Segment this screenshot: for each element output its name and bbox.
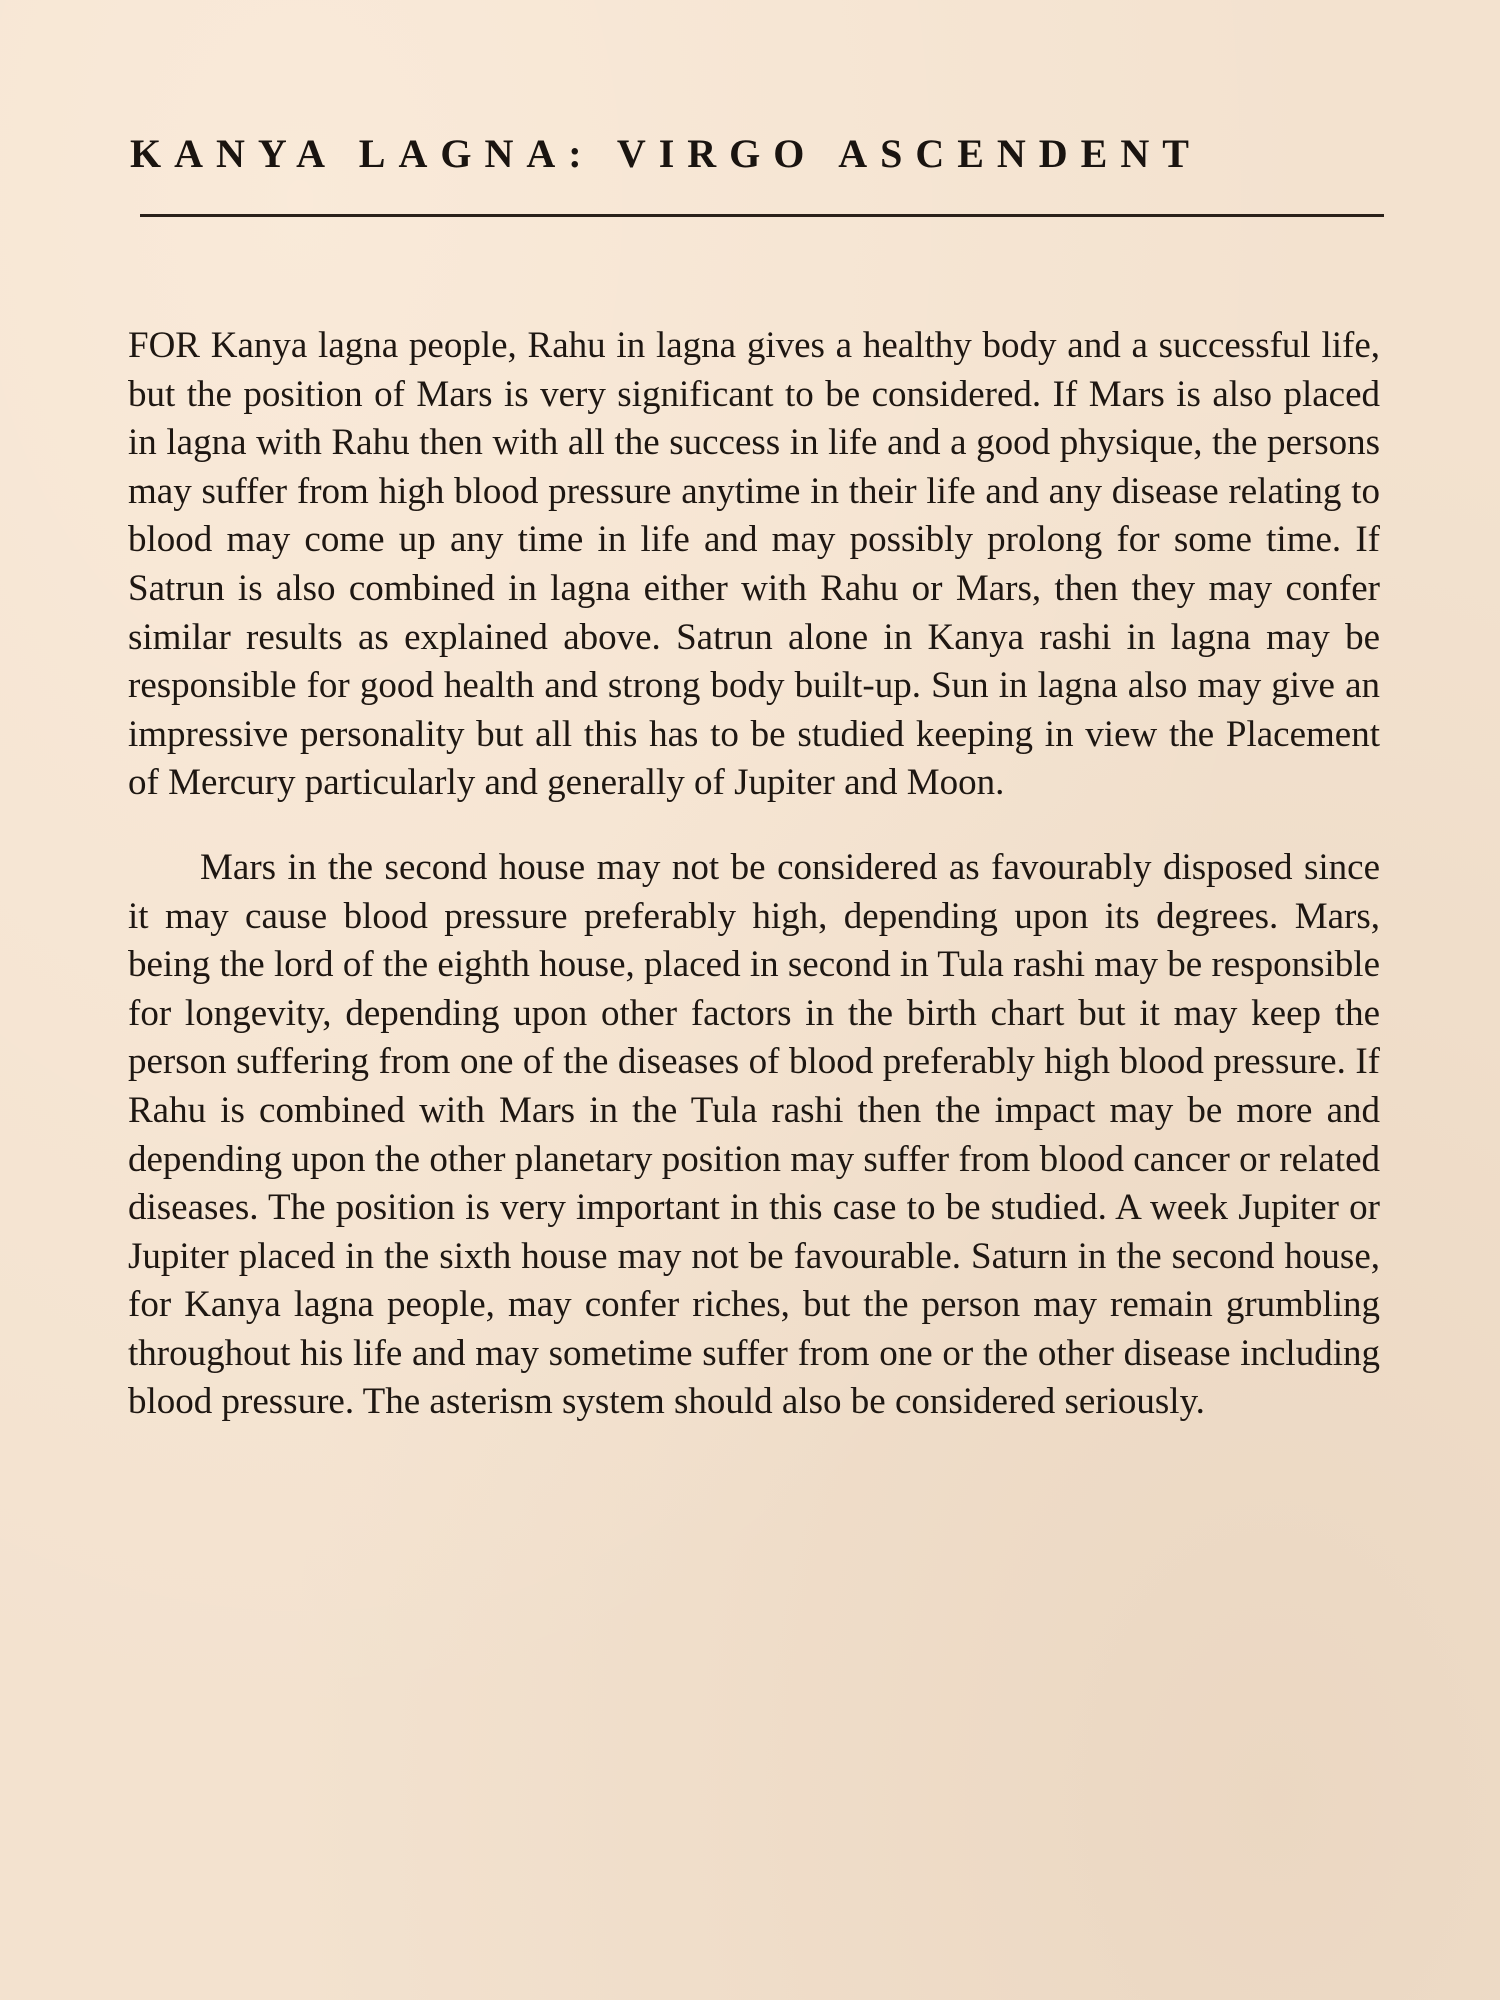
page-heading: KANYA LAGNA: VIRGO ASCENDENT [130, 131, 1202, 176]
paragraph-kanya-lagna: FOR Kanya lagna people, Rahu in lagna gives a healthy body and a successful life, but the position of Mars is very significant to be considered. If Mars is also placed in lagna with Rahu then with all the success in life and a good physique, the persons may suffer from high blood pressure anytime in their life and any disease relating to blood may come up any time in life and may possibly prolong for some time. If Satrun is also combined in lagna either with Rahu or Mars, then they may confer similar results as explained above. Satrun alone in Kanya rashi in lagna may be responsible for good health and strong body built-up. Sun in lagna also may give an impressive personality but all this has to be studied keeping in view the Placement of Mercury particularly and generally of Jupiter and Moon. [128, 325, 1380, 804]
paragraph-mars-second-house: Mars in the second house may not be considered as favourably disposed since it may cause blood pressure preferably high, depending upon its degrees. Mars, being the lord of the eighth house, placed in second in Tula rashi may be responsible for longevity, depending upon other factors in the birth chart but it may keep the person suffering from one of the diseases of blood preferably high blood pressure. If Rahu is combined with Mars in the Tula rashi then the impact may be more and depending upon the other planetary position may suffer from blood cancer or related diseases. The position is very important in this case to be studied. A week Jupiter or Jupiter placed in the sixth house may not be favourable. Saturn in the second house, for Kanya lagna people, may confer riches, but the person may remain grumbling throughout his life and may sometime suffer from one or the other disease including blood pressure. The asterism system should also be considered seriously. [128, 846, 1380, 1423]
heading-divider [140, 214, 1384, 217]
body-text [128, 322, 1380, 1427]
